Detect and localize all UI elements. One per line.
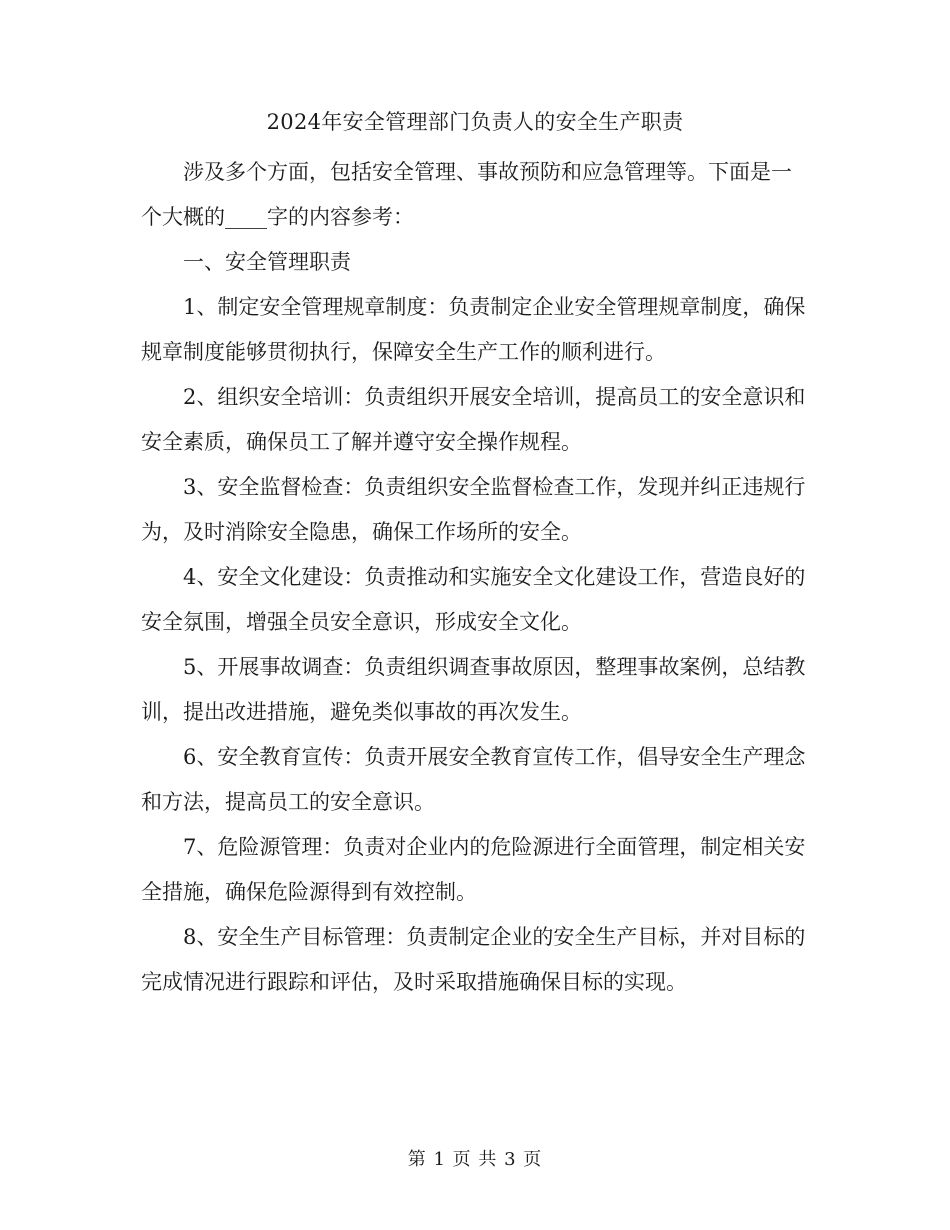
duty-item: 4、安全文化建设：负责推动和实施安全文化建设工作，营造良好的安全氛围，增强全员安全意识，形成安全文化。 [141, 565, 806, 634]
duty-item: 1、制定安全管理规章制度：负责制定企业安全管理规章制度，确保规章制度能够贯彻执行，保障安全生产工作的顺利进行。 [141, 295, 806, 364]
duty-item: 3、安全监督检查：负责组织安全监督检查工作，发现并纠正违规行为，及时消除安全隐患，确保工作场所的安全。 [141, 475, 806, 544]
duty-item: 6、安全教育宣传：负责开展安全教育宣传工作，倡导安全生产理念和方法，提高员工的安全意识。 [141, 745, 806, 814]
section-heading: 一、安全管理职责 [183, 250, 351, 274]
duty-item: 2、组织安全培训：负责组织开展安全培训，提高员工的安全意识和安全素质，确保员工了解并遵守安全操作规程。 [141, 385, 806, 454]
duty-item: 8、安全生产目标管理：负责制定企业的安全生产目标，并对目标的完成情况进行跟踪和评估，及时采取措施确保目标的实现。 [141, 925, 806, 994]
document-body [141, 150, 811, 1005]
page-number-footer: 第 1 页 共 3 页 [407, 1149, 543, 1170]
document-title: 2024年安全管理部门负责人的安全生产职责 [266, 110, 684, 134]
duty-item: 7、危险源管理：负责对企业内的危险源进行全面管理，制定相关安全措施，确保危险源得到有效控制。 [141, 835, 806, 904]
duty-item: 5、开展事故调查：负责组织调查事故原因，整理事故案例，总结教训，提出改进措施，避免类似事故的再次发生。 [141, 655, 806, 724]
intro-paragraph: 涉及多个方面，包括安全管理、事故预防和应急管理等。下面是一个大概的____字的内容参考： [141, 160, 792, 229]
